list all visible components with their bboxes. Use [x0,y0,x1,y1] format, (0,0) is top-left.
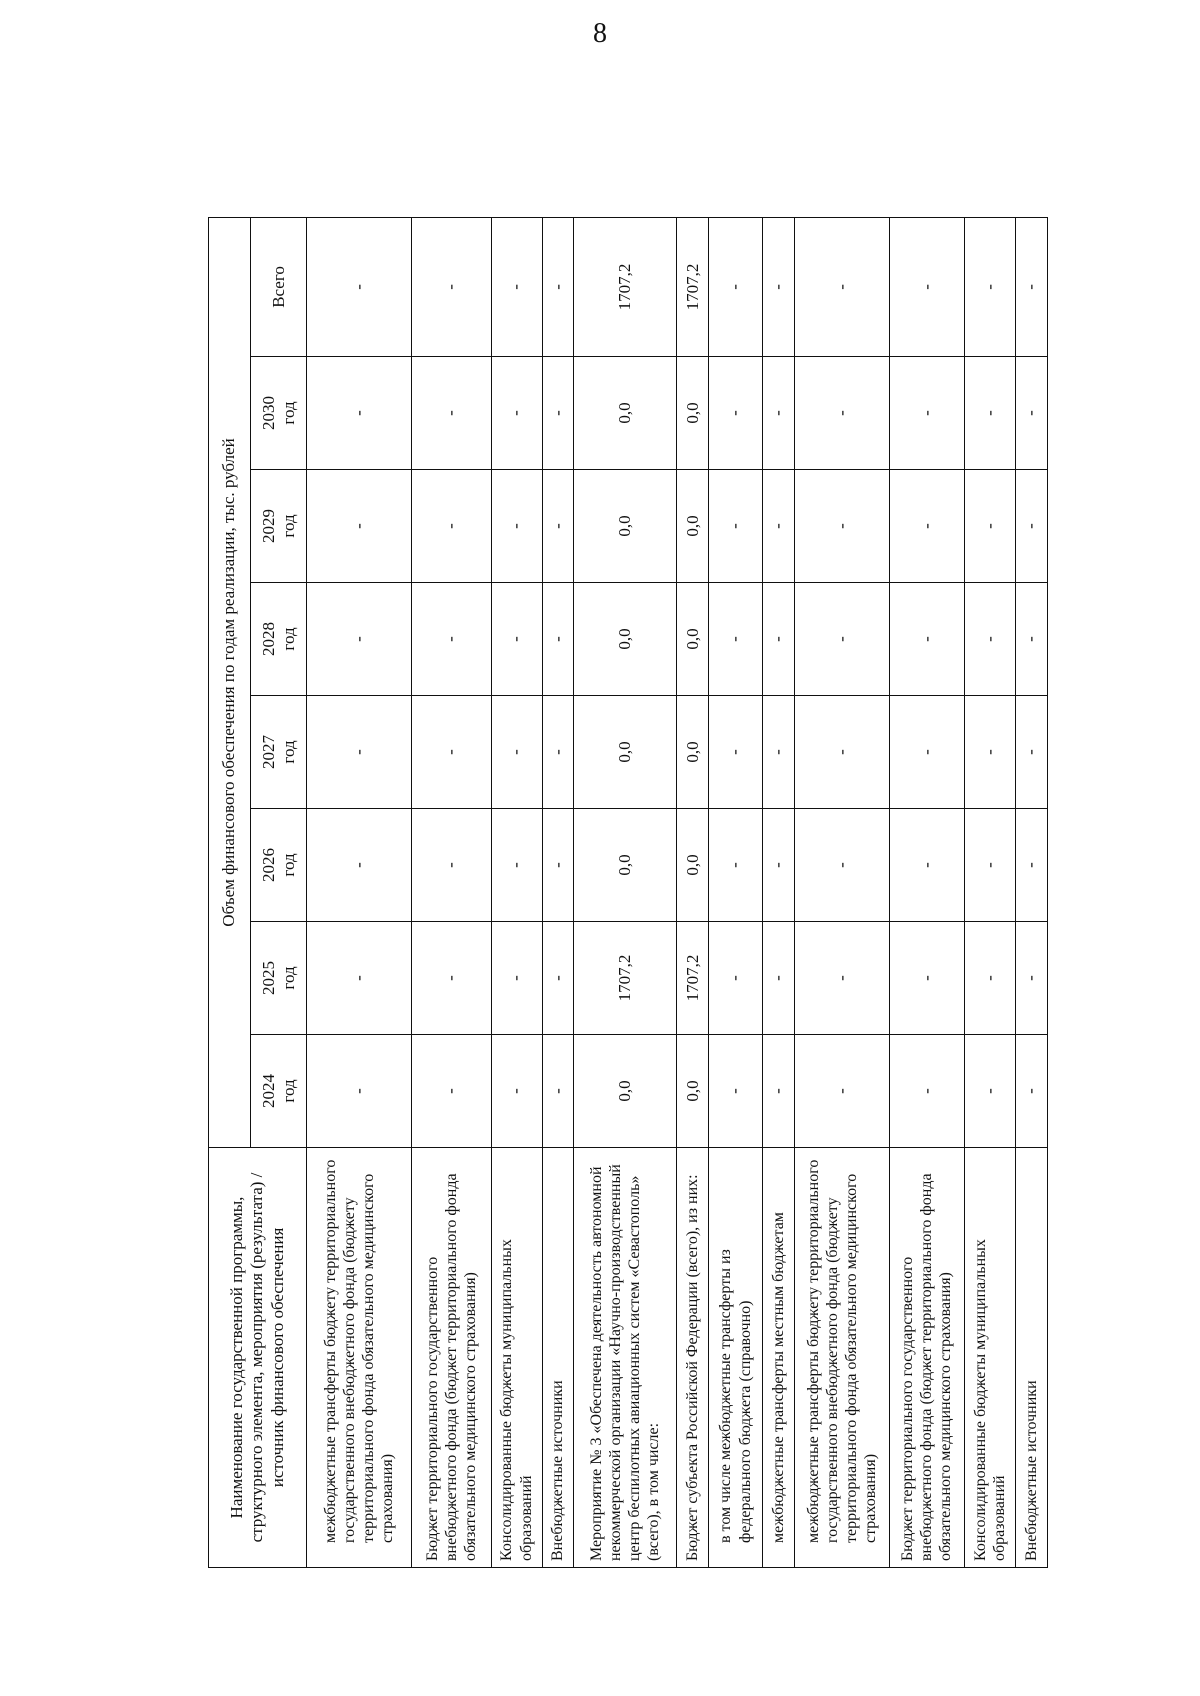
value-cell: - [889,217,964,356]
value-cell: - [307,696,412,809]
value-cell: - [795,583,889,696]
value-cell: - [307,217,412,356]
value-cell: - [964,217,1015,356]
value-cell: - [491,922,542,1035]
value-cell: - [1015,809,1047,922]
value-cell: - [542,583,574,696]
row-name: Бюджет территориального государственного внебюджетного фонда (бюджет территориального фонда обязательного медицинского страхования) [412,1148,491,1568]
header-year-2027: 2027 год [251,696,307,809]
value-cell: - [542,470,574,583]
value-cell: - [491,809,542,922]
value-cell: - [795,696,889,809]
value-cell: 0,0 [574,583,677,696]
value-cell: 0,0 [677,583,709,696]
row-name: Бюджет субъекта Российской Федерации (всего), из них: [677,1148,709,1568]
value-cell: - [763,470,795,583]
value-cell: - [412,217,491,356]
value-cell: - [491,217,542,356]
row-name: Мероприятие № 3 «Обеспечена деятельность автономной некоммерческой организации «Научно-производственный центр беспилотных авиационных систем «Севастополь» (всего), в том числе: [574,1148,677,1568]
table-row [763,217,795,1567]
value-cell: - [542,696,574,809]
value-cell: 1707,2 [574,922,677,1035]
header-year-2028: 2028 год [251,583,307,696]
value-cell: - [889,583,964,696]
value-cell: 0,0 [574,470,677,583]
value-cell: 0,0 [677,809,709,922]
value-cell: - [964,922,1015,1035]
table-row [574,217,677,1567]
value-cell: - [307,583,412,696]
row-name: Внебюджетные источники [542,1148,574,1568]
value-cell: - [542,1035,574,1148]
header-name: Наименование государственной программы, структурного элемента, мероприятия (результата) / источник финансового обеспечения [209,1148,307,1568]
funding-table [208,217,1048,1568]
value-cell: 1707,2 [677,922,709,1035]
value-cell: 0,0 [574,809,677,922]
value-cell: - [795,470,889,583]
value-cell: - [542,922,574,1035]
value-cell: - [412,583,491,696]
table-row [795,217,889,1567]
value-cell: - [491,583,542,696]
value-cell: - [889,357,964,470]
value-cell: - [763,922,795,1035]
value-cell: - [1015,922,1047,1035]
value-cell: - [889,922,964,1035]
value-cell: - [412,1035,491,1148]
value-cell: - [491,470,542,583]
value-cell: - [889,470,964,583]
value-cell: 0,0 [677,696,709,809]
value-cell: - [491,696,542,809]
value-cell: - [964,583,1015,696]
value-cell: - [307,357,412,470]
header-year-2030: 2030 год [251,357,307,470]
row-name: межбюджетные трансферты бюджету территориального государственного внебюджетного фонда (бюджету территориального фонда обязательного медицинского страхования) [307,1148,412,1568]
table-row [1015,217,1047,1567]
value-cell: - [412,470,491,583]
header-year-2024: 2024 год [251,1035,307,1148]
value-cell: - [1015,696,1047,809]
value-cell: - [795,357,889,470]
header-volume: Объем финансового обеспечения по годам реализации, тыс. рублей [209,217,251,1147]
header-total: Всего [251,217,307,356]
value-cell: 0,0 [574,1035,677,1148]
row-name: Бюджет территориального государственного внебюджетного фонда (бюджет территориального фонда обязательного медицинского страхования) [889,1148,964,1568]
table-row [889,217,964,1567]
value-cell: - [709,696,763,809]
value-cell: - [964,696,1015,809]
value-cell: - [1015,357,1047,470]
value-cell: - [1015,217,1047,356]
funding-table-rotated [208,218,1048,1568]
value-cell: - [709,470,763,583]
value-cell: - [709,1035,763,1148]
value-cell: - [307,922,412,1035]
value-cell: - [763,1035,795,1148]
value-cell: - [889,696,964,809]
value-cell: - [307,470,412,583]
value-cell: - [795,1035,889,1148]
table-row [709,217,763,1567]
value-cell: - [1015,583,1047,696]
value-cell: - [542,217,574,356]
table-row [307,217,412,1567]
value-cell: - [412,357,491,470]
value-cell: - [1015,470,1047,583]
table-row [491,217,542,1567]
value-cell: - [709,809,763,922]
value-cell: - [763,809,795,922]
page-number: 8 [593,18,607,49]
value-cell: - [795,922,889,1035]
value-cell: 1707,2 [677,217,709,356]
row-name: межбюджетные трансферты местным бюджетам [763,1148,795,1568]
value-cell: 1707,2 [574,217,677,356]
value-cell: - [542,809,574,922]
value-cell: - [763,357,795,470]
value-cell: - [491,357,542,470]
value-cell: 0,0 [574,696,677,809]
value-cell: - [412,696,491,809]
table-row [542,217,574,1567]
value-cell: - [412,809,491,922]
value-cell: 0,0 [677,357,709,470]
header-year-2026: 2026 год [251,809,307,922]
row-name: в том числе межбюджетные трансферты из федерального бюджета (справочно) [709,1148,763,1568]
value-cell: - [709,583,763,696]
value-cell: - [795,217,889,356]
header-year-2029: 2029 год [251,470,307,583]
value-cell: - [1015,1035,1047,1148]
row-name: межбюджетные трансферты бюджету территориального государственного внебюджетного фонда (бюджету территориального фонда обязательного медицинского страхования) [795,1148,889,1568]
value-cell: - [709,217,763,356]
value-cell: 0,0 [677,470,709,583]
value-cell: - [964,1035,1015,1148]
value-cell: - [964,809,1015,922]
value-cell: - [307,809,412,922]
value-cell: - [763,583,795,696]
value-cell: - [889,809,964,922]
value-cell: - [763,217,795,356]
row-name: Внебюджетные источники [1015,1148,1047,1568]
table-row [412,217,491,1567]
value-cell: - [964,357,1015,470]
value-cell: - [964,470,1015,583]
value-cell: - [542,357,574,470]
value-cell: - [709,922,763,1035]
value-cell: 0,0 [574,357,677,470]
row-name: Консолидированные бюджеты муниципальных образований [964,1148,1015,1568]
table-row [964,217,1015,1567]
value-cell: - [709,357,763,470]
value-cell: - [412,922,491,1035]
header-year-2025: 2025 год [251,922,307,1035]
table-row [677,217,709,1567]
value-cell: - [491,1035,542,1148]
value-cell: 0,0 [677,1035,709,1148]
value-cell: - [763,696,795,809]
row-name: Консолидированные бюджеты муниципальных образований [491,1148,542,1568]
value-cell: - [795,809,889,922]
value-cell: - [889,1035,964,1148]
value-cell: - [307,1035,412,1148]
